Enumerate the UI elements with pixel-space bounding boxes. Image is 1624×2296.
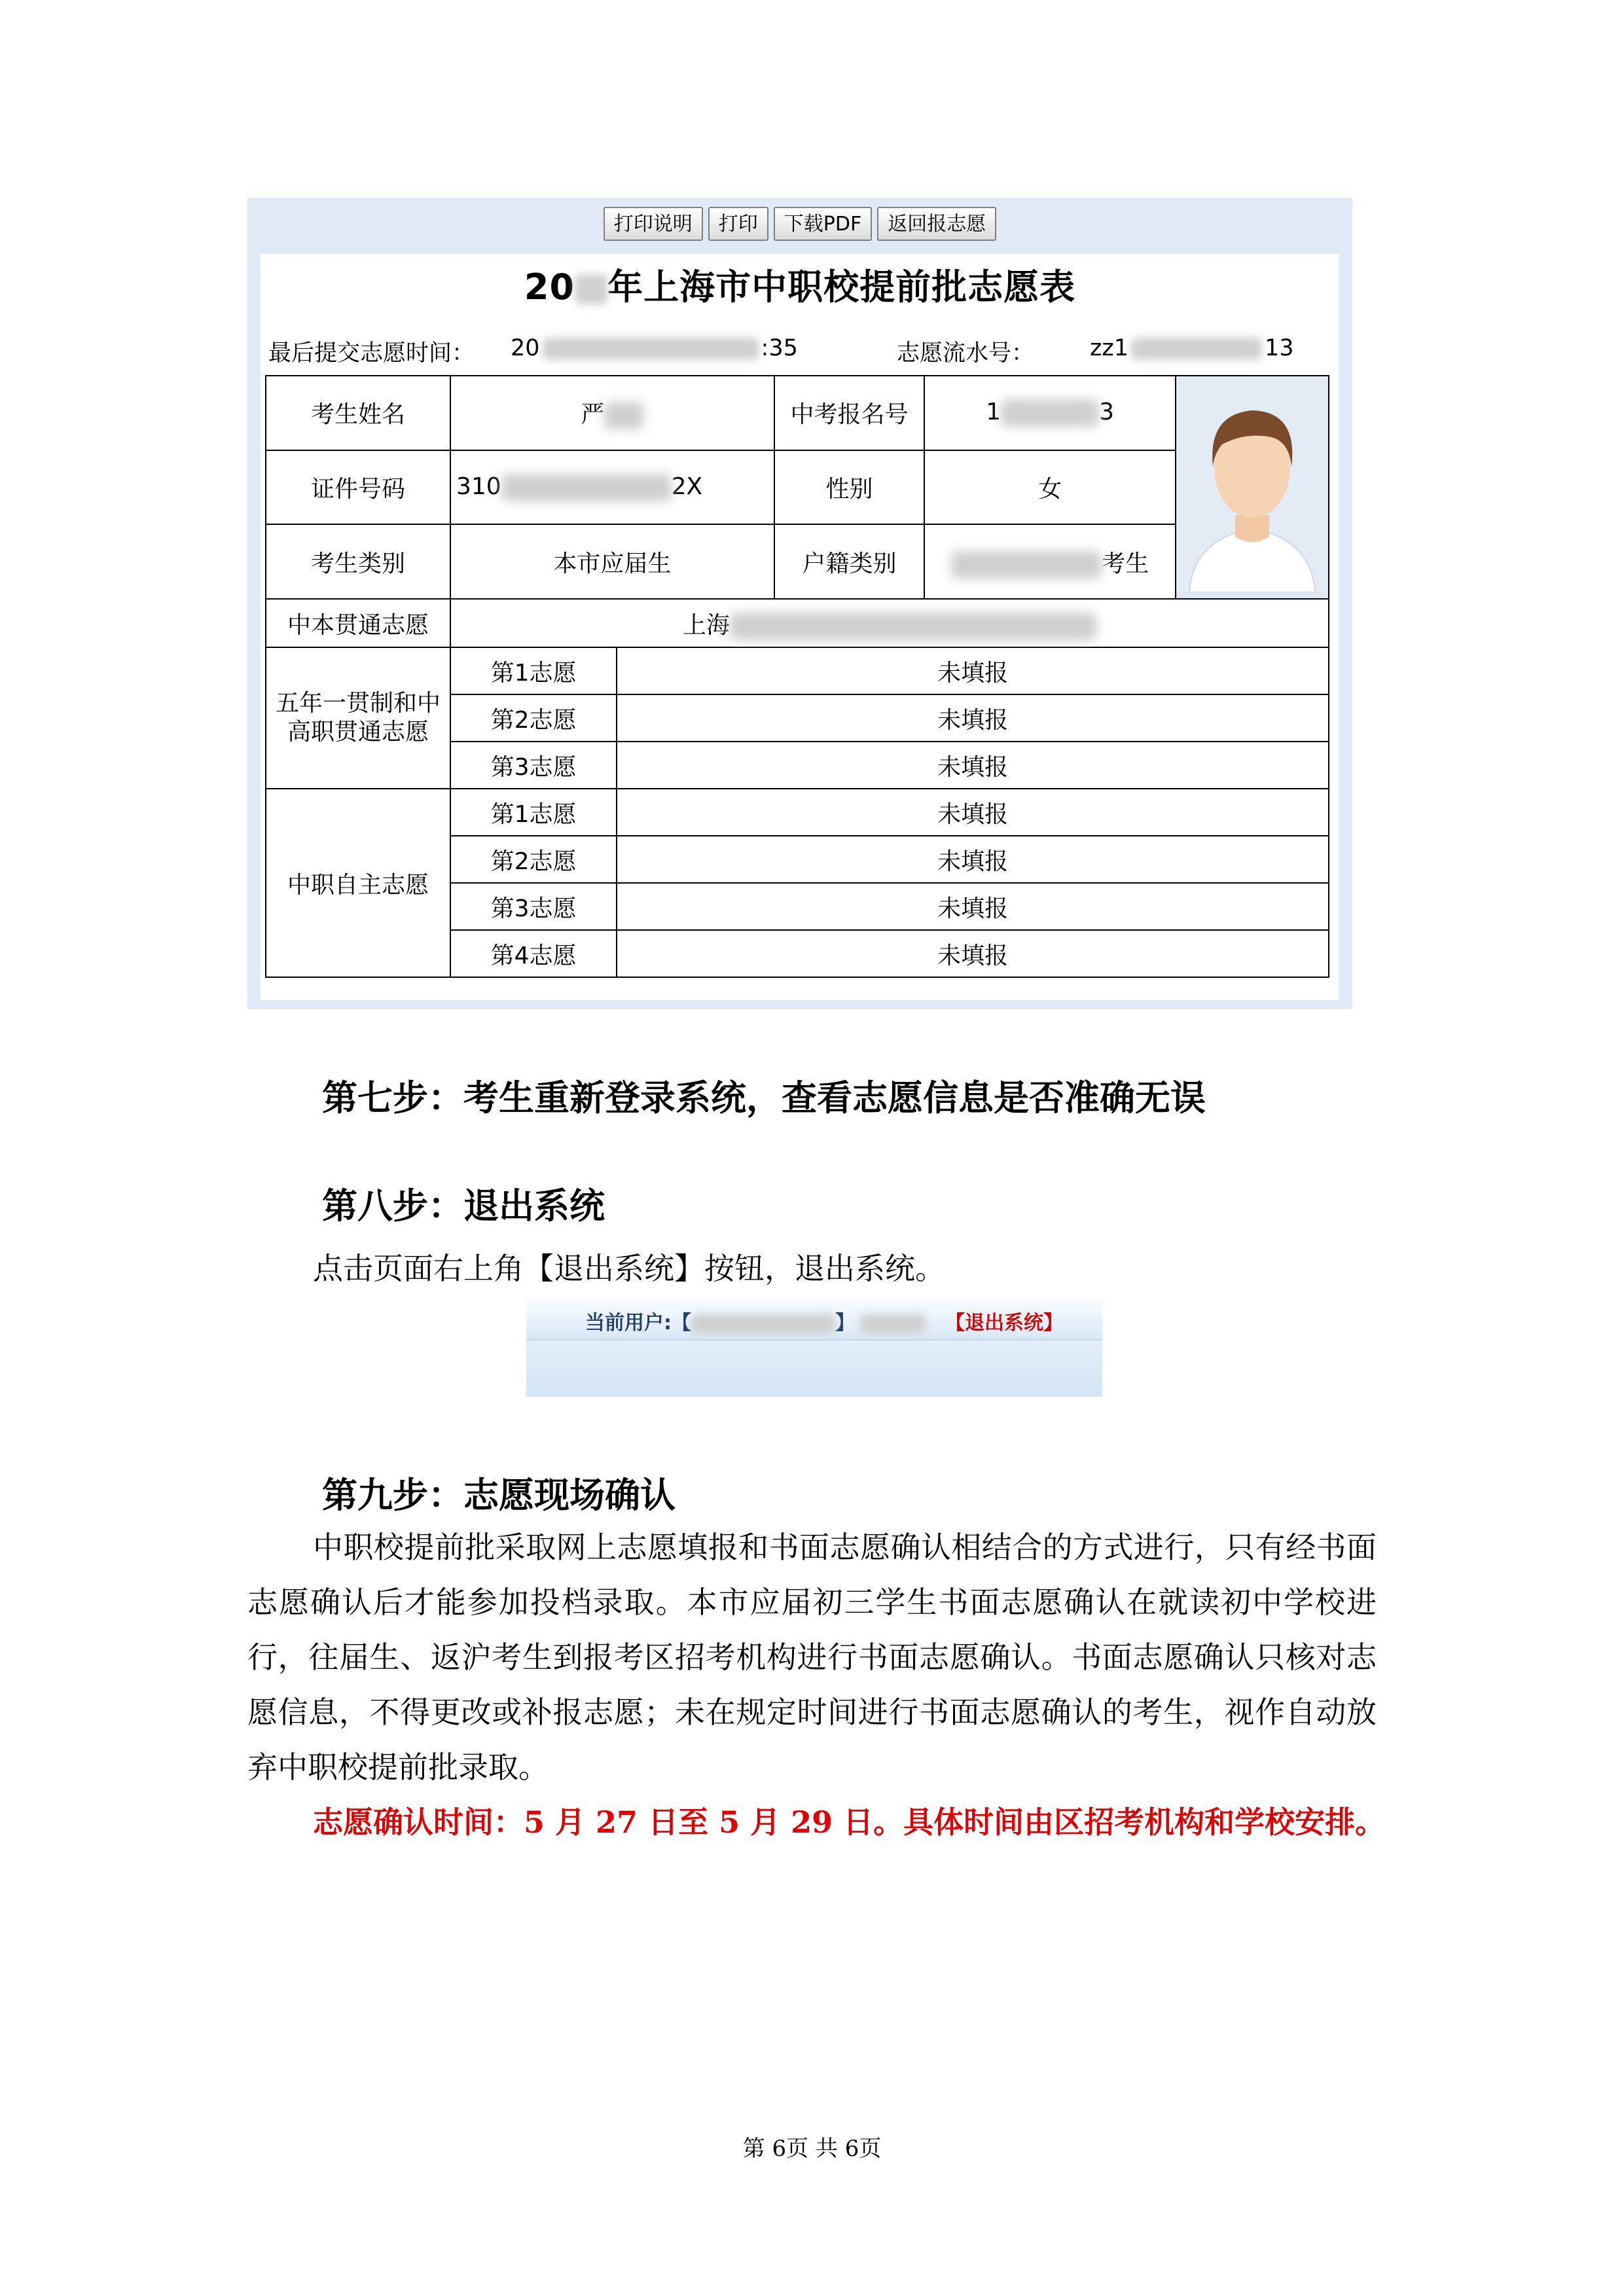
exit-system-button[interactable]: 【退出系统】	[945, 1312, 1063, 1335]
self-choice-row-value: 未填报	[617, 930, 1329, 977]
current-user-label: 当前用户:【 】	[585, 1306, 926, 1335]
self-choice-label: 中职自主志愿	[266, 789, 450, 977]
id-value: 310 2X	[450, 450, 774, 525]
title-text: 年上海市中职校提前批志愿表	[607, 266, 1076, 308]
exit-bar-screenshot	[526, 1299, 1102, 1397]
five-year-choice-value: 未填报	[617, 742, 1329, 789]
back-button[interactable]: 返回报志愿	[877, 207, 996, 241]
info-table	[265, 375, 1329, 978]
step8-heading: 第八步：退出系统	[322, 1185, 605, 1227]
self-choice-row-label: 第2志愿	[450, 836, 617, 883]
avatar-icon	[1176, 376, 1328, 592]
page-number: 第 6页 共 6页	[742, 2136, 882, 2162]
self-choice-row-label: 第3志愿	[450, 883, 617, 930]
step9-heading: 第九步：志愿现场确认	[322, 1475, 676, 1516]
print-button[interactable]: 打印	[708, 207, 768, 241]
self-choice-row-label: 第4志愿	[450, 930, 617, 977]
id-label: 证件号码	[266, 450, 450, 525]
five-year-choice-label: 第2志愿	[450, 694, 617, 742]
form-title	[261, 259, 1339, 310]
step9-text: 中职校提前批采取网上志愿填报和书面志愿确认相结合的方式进行，只有经书面志愿确认后才能参加投档录取。本市应届初三学生书面志愿确认在就读初中学校进行，往届生、返沪考生到报考区招考机构进行书面志愿确认。书面志愿确认只核对志愿信息，不得更改或补报志愿；未在规定时间进行书面志愿确认的考生，视作自动放弃中职校提前批录取。	[247, 1530, 1377, 1785]
submit-info-row	[268, 335, 1329, 365]
submit-time-value: 20 :35	[511, 335, 798, 361]
five-year-label: 五年一贯制和中高职贯通志愿	[266, 647, 450, 789]
exam-no-label: 中考报名号	[774, 376, 925, 450]
serial-label: 志愿流水号：	[897, 340, 1035, 367]
form-screenshot	[247, 198, 1352, 1009]
gender-label: 性别	[774, 450, 925, 525]
download-pdf-button[interactable]: 下载PDF	[774, 207, 872, 241]
zhongben-label: 中本贯通志愿	[266, 599, 450, 647]
household-label: 户籍类别	[774, 524, 925, 599]
five-year-choice-value: 未填报	[617, 694, 1329, 742]
five-year-choice-label: 第3志愿	[450, 742, 617, 789]
application-sheet	[261, 254, 1339, 1000]
zhongben-value: 上海	[450, 599, 1329, 647]
submit-time-label: 最后提交志愿时间：	[268, 340, 475, 367]
name-value: 严	[450, 376, 774, 450]
self-choice-row-value: 未填报	[617, 836, 1329, 883]
self-choice-row-value: 未填报	[617, 883, 1329, 930]
exam-no-value: 1 3	[924, 376, 1176, 450]
self-choice-row-label: 第1志愿	[450, 789, 617, 836]
serial-value: zz1 13	[1090, 335, 1294, 361]
five-year-choice-label: 第1志愿	[450, 647, 617, 694]
title-year: 20	[524, 266, 575, 308]
step8-text: 点击页面右上角【退出系统】按钮，退出系统。	[313, 1251, 945, 1286]
gender-value: 女	[924, 450, 1176, 525]
confirm-time-text: 志愿确认时间：5 月 27 日至 5 月 29 日。具体时间由区招考机构和学校安排。	[313, 1804, 1386, 1840]
self-choice-row-value: 未填报	[617, 789, 1329, 836]
type-label: 考生类别	[266, 524, 450, 599]
avatar	[1176, 376, 1329, 599]
toolbar	[247, 207, 1352, 241]
type-value: 本市应届生	[450, 524, 774, 599]
blurred-text	[575, 274, 607, 304]
name-label: 考生姓名	[266, 376, 450, 450]
household-value: 考生	[924, 524, 1176, 599]
step7-heading: 第七步：考生重新登录系统，查看志愿信息是否准确无误	[322, 1077, 1206, 1119]
print-help-button[interactable]: 打印说明	[604, 207, 703, 241]
five-year-choice-value: 未填报	[617, 647, 1329, 694]
